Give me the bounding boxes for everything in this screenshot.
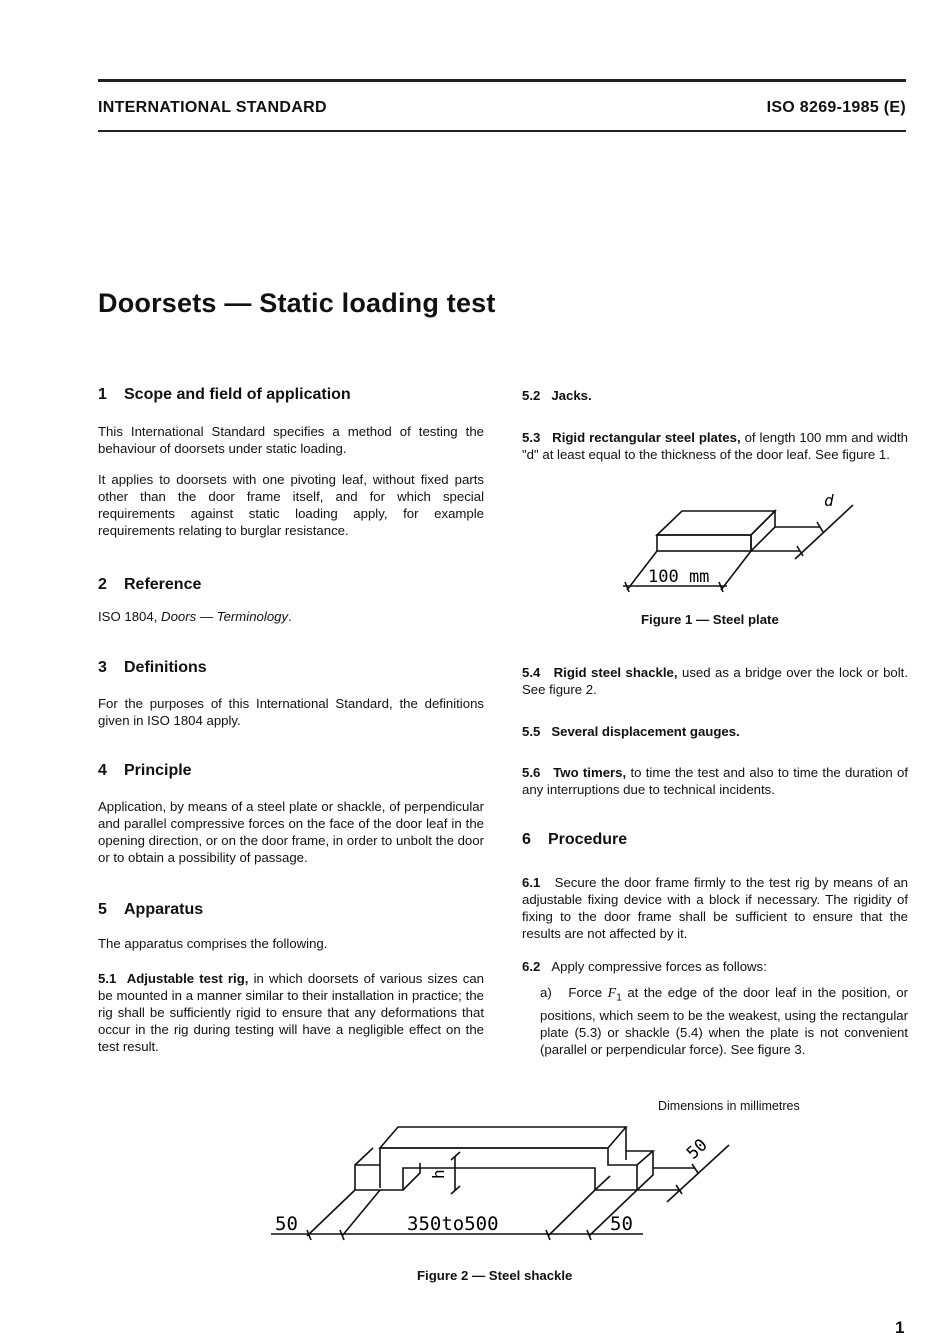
section-2-heading: 2 Reference [98,576,202,593]
figure-2-depth-dim: 50 [682,1135,712,1164]
header-top-rule [98,79,906,82]
clause-5-5: 5.5 Several displacement gauges. [522,724,740,739]
right-column-apparatus [522,387,908,463]
shackle-top-face [380,1127,626,1148]
clause-5-2: 5.2 Jacks. [522,388,592,403]
clause-5-1: 5.1 Adjustable test rig, in which doorsets of various sizes can be mounted in a manner similar to their installation in practice; the rig shall be sufficiently rigid to ensure that any deformations that occur in the rig during testing will have a negligible effect on the test result. [98,971,484,1054]
figure-1-length-label: 100 mm [648,567,710,587]
figure-2-span-dim: 350to500 [407,1213,499,1235]
section-3-para-1: For the purposes of this International Standard, the definitions given in ISO 1804 apply. [98,696,484,728]
figure-2-height-dim: h [429,1169,448,1179]
section-1-heading: 1 Scope and field of application [98,386,351,403]
header-standard-label: INTERNATIONAL STANDARD [98,99,327,116]
clause-6-2-a: a) Force $F_1$ at the edge of the door leaf in the position, or positions, which seem to be the weakest, using the rectangular plate (5.3) or shackle (5.4) when the plate is not convenient (parallel or perpendicular force). See figure 3. [540,985,908,1057]
header-bottom-rule [98,130,906,132]
section-4-heading: 4 Principle [98,762,192,779]
figure-2-steel-shackle-drawing [265,1118,745,1248]
figure-1-width-label: d [824,491,834,510]
section-3-heading: 3 Definitions [98,659,207,676]
right-column-apparatus-cont [522,664,908,798]
header-standard-number: ISO 8269-1985 (E) [766,99,906,116]
section-6-heading: 6 Procedure [522,831,628,848]
section-4-para-1: Application, by means of a steel plate or shackle, of perpendicular and parallel compressive forces on the face of the door leaf in the opening direction, or on the door frame, in order to unbolt the door or to obtain a possibility of passage. [98,799,484,865]
document-title: Doorsets — Static loading test [98,288,496,318]
section-1-para-1: This International Standard specifies a method of testing the behaviour of doorsets under static loading. [98,424,484,456]
clause-5-3: 5.3 Rigid rectangular steel plates, of length 100 mm and width "d" at least equal to the thickness of the door leaf. See figure 1. [522,430,908,462]
section-2-body [98,608,484,625]
section-5-heading: 5 Apparatus [98,901,204,918]
section-1-body [98,423,484,539]
clause-5-4: 5.4 Rigid steel shackle, used as a bridge over the lock or bolt. See figure 2. [522,665,908,697]
section-6-body [522,874,908,1058]
page-number: 1 [895,1318,905,1337]
figure-2-right-dim: 50 [610,1213,633,1235]
clause-6-2: 6.2 Apply compressive forces as follows: [522,959,767,974]
section-5-intro: The apparatus comprises the following. [98,936,328,951]
figure-2-caption: Figure 2 — Steel shackle [417,1268,573,1283]
figure-2-units-note: Dimensions in millimetres [658,1099,800,1113]
figure-2-left-dim: 50 [275,1213,298,1235]
clause-5-6: 5.6 Two timers, to time the test and also to time the duration of any interruptions due to technical incidents. [522,765,908,797]
plate-top-face [657,511,775,535]
shackle-front-profile [355,1148,637,1190]
clause-6-1: 6.1 Secure the door frame firmly to the test rig by means of an adjustable fixing device with a block if necessary. The rigidity of fixing to the door frame shall be sufficient to ensure that the results are not affected by it. [522,875,908,941]
plate-side-face [751,511,775,551]
section-1-para-2: It applies to doorsets with one pivoting leaf, without fixed parts other than the door frame itself, and for which special requirements against static loading apply, for example requirements relating to burglar resistance. [98,472,484,538]
section-5-body [98,935,484,1055]
section-4-body [98,798,484,866]
figure-1-caption: Figure 1 — Steel plate [641,612,779,627]
reference-entry: ISO 1804, Doors — Terminology. [98,609,292,624]
section-3-body [98,695,484,729]
plate-front-face [657,535,751,551]
figure-1-steel-plate-drawing [615,490,865,600]
